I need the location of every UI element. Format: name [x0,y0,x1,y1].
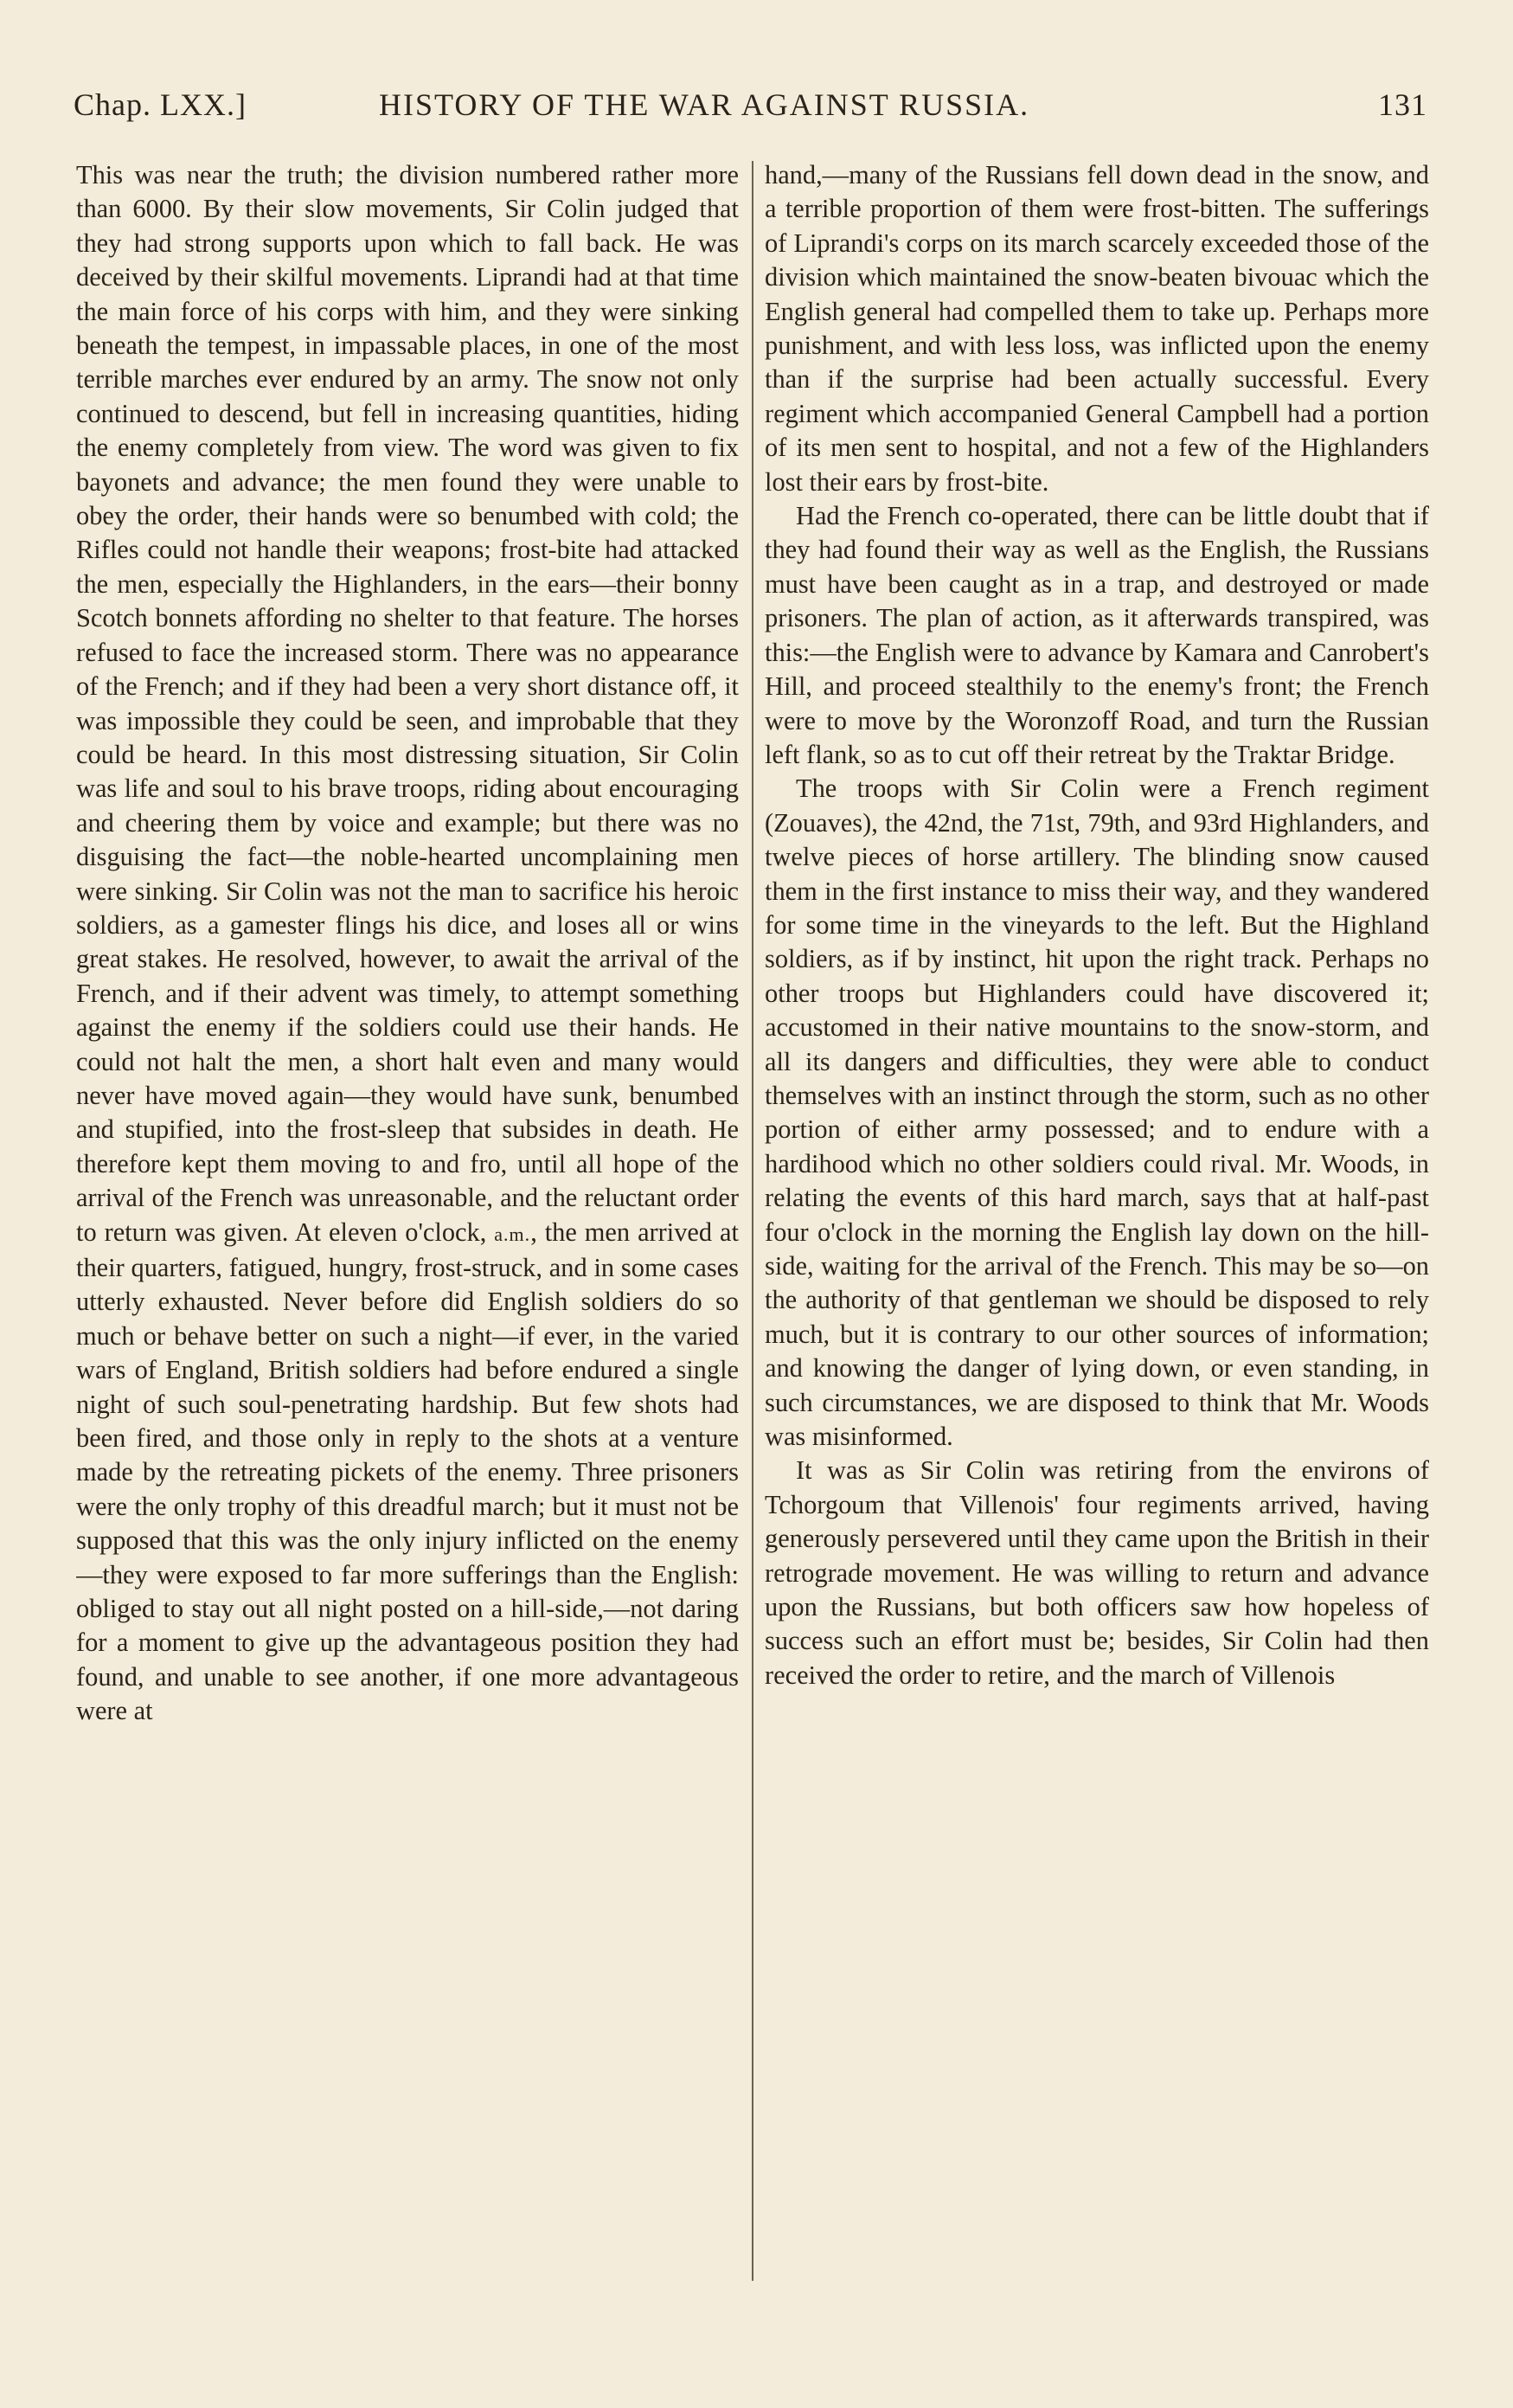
chapter-label: Chap. LXX.] [74,87,247,122]
left-column [76,158,739,2274]
paragraph: hand,—many of the Russians fell down dead in the snow, and a terrible proportion of them were frost-bitten. The sufferings of Liprandi's corps on its march scarcely exceeded those of the division which maintained the snow-beaten bivouac which the English general had compelled them to take up. Perhaps more punishment, and with less loss, was inflicted upon the enemy than if the surprise had been actually successful. Every regiment which accompanied General Campbell had a portion of its men sent to hospital, and not a few of the Highlanders lost their ears by frost-bite. [765,160,1429,497]
page-number: 131 [1378,87,1427,122]
paragraph [76,158,739,1729]
paragraph-text: , the men arrived at their quarters, fatigued, hungry, frost-struck, and in some cases utterly exhausted. Never before did English soldiers do so much or behave better on such a night—if ever, in the varied wars of England, British soldiers had before endured a single night of such soul-penetrating hardship. But few shots had been fired, and those only in reply to the shots at a venture made by the retreating pickets of the enemy. Three prisoners were the only trophy of this dreadful march; but it must not be supposed that this was the only injury inflicted on the enemy—they were exposed to far more sufferings than the English: obliged to stay out all night posted on a hill-side,—not daring for a moment to give up the advantageous position they had found, and unable to see another, if one more advantageous were at [76,1217,739,1726]
running-title: HISTORY OF THE WAR AGAINST RUSSIA. [379,87,1030,122]
paragraph-text: This was near the truth; the division numbered rather more than 6000. By their slow movements, Sir Colin judged that they had strong supports upon which to fall back. He was deceived by their skilful movements. Liprandi had at that time the main force of his corps with him, and they were sinking beneath the tempest, in impassable places, in one of the most terrible marches ever endured by an army. The snow not only continued to descend, but fell in increasing quantities, hiding the enemy completely from view. The word was given to fix bayonets and advance; the men found they were unable to obey the order, their hands were so benumbed with cold; the Rifles could not handle their weapons; frost-bite had attacked the men, especially the Highlanders, in the ears—their bonny Scotch bonnets affording no shelter to that feature. The horses refused to face the increased storm. There was no appearance of the French; and if they had been a very short distance off, it was impossible they could be seen, and improbable that they could be heard. In this most distressing situation, Sir Colin was life and soul to his brave troops, riding about encouraging and cheering them by voice and example; but there was no disguising the fact—the noble-hearted uncomplaining men were sinking. Sir Colin was not the man to sacrifice his heroic soldiers, as a gamester flings his dice, and loses all or wins great stakes. He resolved, however, to await the arrival of the French, and if their advent was timely, to attempt something against the enemy if the soldiers could use their hands. He could not halt the men, a short halt even and many would never have moved again—they would have sunk, benumbed and stupified, into the frost-sleep that subsides in death. He therefore kept them moving to and fro, until all hope of the arrival of the French was unreasonable, and the reluctant order to return was given. At eleven o'clock, [76,160,739,1247]
right-column [765,158,1429,2274]
paragraph: The troops with Sir Colin were a French regiment (Zouaves), the 42nd, the 71st, 79th, and 93rd Highlanders, and twelve pieces of horse artillery. The blinding snow caused them in the first instance to miss their way, and they wandered for some time in the vineyards to the left. But the Highland soldiers, as if by instinct, hit upon the right track. Perhaps no other troops but Highlanders could have discovered it; accustomed in their native mountains to the snow-storm, and all its dangers and difficulties, they were able to conduct themselves with an instinct through the storm, such as no other portion of either army possessed; and to endure with a hardihood which no other soldiers could rival. Mr. Woods, in relating the events of this hard march, says that at half-past four o'clock in the morning the English lay down on the hill-side, waiting for the arrival of the French. This may be so—on the authority of that gentleman we should be disposed to rely much, but it is contrary to our other sources of information; and knowing the danger of lying down, or even standing, in such circumstances, we are disposed to think that Mr. Woods was misinformed. [765,774,1429,1452]
time-abbreviation: a.m. [494,1223,531,1245]
paragraph: Had the French co-operated, there can be little doubt that if they had found their way as well as the English, the Russians must have been caught as in a trap, and destroyed or made prisoners. The plan of action, as it afterwards transpired, was this:—the English were to advance by Kamara and Canrobert's Hill, and proceed stealthily to the enemy's front; the French were to move by the Woronzoff Road, and turn the Russian left flank, so as to cut off their retreat by the Traktar Bridge. [765,501,1429,769]
running-header [74,87,1427,138]
column-divider [752,161,753,2281]
paragraph: It was as Sir Colin was retiring from the environs of Tchorgoum that Villenois' four regiments arrived, having generously persevered until they came upon the British in their retrograde movement. He was willing to return and advance upon the Russians, but both officers saw how hopeless of success such an effort must be; besides, Sir Colin had then received the order to retire, and the march of Villenois [765,1455,1429,1690]
